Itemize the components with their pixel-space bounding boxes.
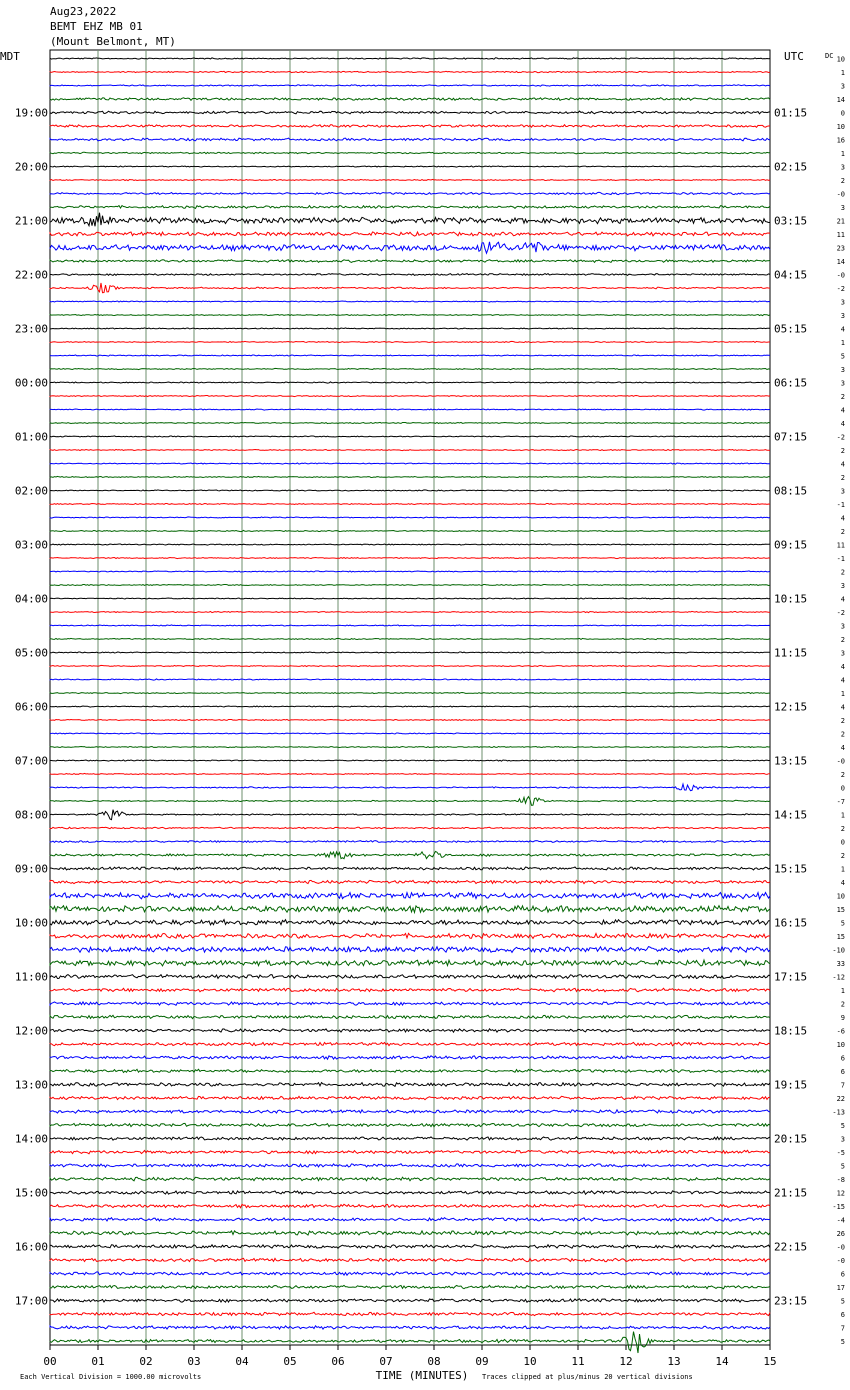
seismic-trace	[50, 760, 770, 761]
seismic-trace	[50, 396, 770, 397]
seismic-trace	[50, 988, 770, 992]
seismic-trace	[50, 1137, 770, 1140]
dc-offset-value: 2	[840, 771, 845, 779]
seismic-trace	[50, 449, 770, 450]
seismic-trace	[50, 1299, 770, 1302]
dc-offset-value: 2	[840, 568, 845, 577]
seismic-trace	[50, 192, 770, 194]
dc-offset-value: 4	[840, 595, 845, 604]
seismic-trace	[50, 206, 770, 209]
seismic-trace	[50, 1096, 770, 1099]
left-time-label: 09:00	[14, 862, 48, 876]
seismic-trace	[50, 98, 770, 101]
dc-offset-value: 6	[840, 1311, 845, 1319]
seismic-trace	[50, 274, 770, 276]
left-time-label: 21:00	[14, 214, 48, 228]
x-tick-label: 02	[139, 1355, 153, 1368]
dc-offset-value: -12	[832, 973, 845, 982]
left-time-label: 00:00	[14, 376, 48, 390]
seismic-trace	[50, 1029, 770, 1032]
dc-offset-value: 0	[840, 784, 845, 793]
dc-offset-value: 4	[840, 676, 845, 685]
dc-offset-value: 5	[840, 1297, 845, 1306]
dc-offset-value: 3	[840, 163, 845, 172]
seismic-trace	[50, 328, 770, 329]
left-time-label: 05:00	[14, 646, 48, 660]
dc-offset-value: -15	[832, 1203, 845, 1211]
seismic-trace	[50, 841, 770, 843]
seismic-trace	[50, 571, 770, 572]
left-time-label: 06:00	[14, 700, 48, 714]
right-time-label: 23:15	[774, 1294, 808, 1308]
seismic-trace	[50, 152, 770, 154]
seismic-trace	[50, 1164, 770, 1167]
seismic-trace	[50, 1056, 770, 1059]
left-time-label: 01:00	[14, 430, 48, 444]
dc-offset-value: -0	[836, 271, 845, 280]
seismic-trace	[50, 409, 770, 410]
seismic-trace	[50, 1272, 770, 1275]
seismic-trace	[50, 867, 770, 870]
seismic-trace	[50, 232, 770, 236]
dc-offset-value: 3	[840, 82, 845, 91]
left-time-label: 23:00	[14, 322, 48, 336]
left-time-label: 07:00	[14, 754, 48, 768]
dc-offset-value: 7	[840, 1081, 845, 1090]
seismic-trace	[50, 463, 770, 464]
dc-offset-value: 22	[836, 1095, 845, 1103]
seismic-trace	[50, 880, 770, 883]
x-tick-label: 11	[571, 1355, 585, 1368]
dc-offset-value: 6	[840, 1270, 845, 1279]
seismic-trace	[50, 213, 770, 227]
dc-offset-value: 5	[840, 1162, 845, 1171]
dc-offset-value: -10	[832, 946, 845, 955]
seismic-trace	[50, 1204, 770, 1207]
dc-offset-value: 6	[840, 1054, 845, 1063]
dc-offset-value: 4	[840, 744, 845, 752]
dc-offset-value: 1	[840, 339, 845, 347]
dc-offset-value: -0	[836, 1243, 845, 1252]
right-time-label: 18:15	[774, 1024, 808, 1038]
dc-offset-value: 3	[840, 204, 845, 212]
seismic-trace	[50, 706, 770, 707]
dc-offset-value: 4	[840, 420, 845, 428]
dc-offset-value: 23	[836, 244, 845, 253]
x-axis-title: TIME (MINUTES)	[375, 1369, 469, 1382]
right-time-label: 14:15	[774, 808, 808, 822]
chart-title-station: BEMT EHZ MB 01	[50, 20, 143, 33]
seismic-trace	[50, 242, 770, 253]
dc-offset-value: 4	[840, 703, 845, 712]
seismic-trace	[50, 625, 770, 626]
right-time-label: 22:15	[774, 1240, 808, 1254]
dc-offset-value: 33	[836, 960, 845, 968]
dc-offset-value: 1	[840, 987, 845, 995]
dc-offset-value: 2	[840, 474, 845, 482]
seismic-trace	[50, 111, 770, 114]
seismic-trace	[50, 1326, 770, 1329]
x-tick-label: 13	[667, 1355, 681, 1368]
dc-offset-value: -13	[832, 1108, 845, 1117]
seismic-trace	[50, 260, 770, 263]
seismic-trace	[50, 1042, 770, 1045]
seismic-trace	[50, 611, 770, 612]
seismic-trace	[50, 665, 770, 666]
x-tick-label: 00	[43, 1355, 57, 1368]
seismic-trace	[50, 975, 770, 979]
dc-offset-value: 0	[840, 838, 845, 847]
right-time-label: 19:15	[774, 1078, 808, 1092]
x-tick-label: 14	[715, 1355, 729, 1368]
dc-offset-value: 2	[840, 636, 845, 644]
seismic-trace	[50, 85, 770, 86]
dc-offset-value: 5	[840, 352, 845, 361]
seismic-trace	[50, 517, 770, 518]
seismic-trace	[50, 315, 770, 316]
left-time-label: 03:00	[14, 538, 48, 552]
right-time-label: 07:15	[774, 430, 808, 444]
right-time-label: 15:15	[774, 862, 808, 876]
right-time-label: 21:15	[774, 1186, 808, 1200]
dc-offset-value: 12	[836, 1189, 845, 1198]
dc-offset-value: 15	[836, 933, 845, 941]
left-time-label: 11:00	[14, 970, 48, 984]
x-tick-label: 03	[187, 1355, 201, 1368]
left-time-label: 17:00	[14, 1294, 48, 1308]
dc-offset-value: -2	[836, 285, 845, 293]
right-time-label: 13:15	[774, 754, 808, 768]
footer-scale-note: Each Vertical Division = 1000.00 microvolts	[20, 1373, 202, 1381]
seismic-trace	[50, 652, 770, 653]
seismic-trace	[50, 422, 770, 423]
dc-offset-value: -1	[836, 501, 845, 509]
seismic-trace	[50, 1150, 770, 1154]
dc-offset-value: 14	[836, 258, 845, 266]
seismic-trace	[50, 476, 770, 477]
dc-offset-value: 4	[840, 406, 845, 415]
dc-offset-value: 2	[840, 393, 845, 401]
dc-offset-value: 16	[836, 136, 845, 145]
dc-offset-value: 2	[840, 447, 845, 455]
seismic-trace	[50, 1231, 770, 1235]
dc-offset-value: -0	[836, 757, 845, 766]
seismic-trace	[50, 810, 770, 820]
seismic-trace	[50, 851, 770, 858]
dc-offset-value: 2	[840, 1000, 845, 1009]
x-tick-label: 09	[475, 1355, 489, 1368]
seismic-trace	[50, 179, 770, 180]
left-time-label: 12:00	[14, 1024, 48, 1038]
dc-offset-value: 4	[840, 460, 845, 469]
x-tick-label: 05	[283, 1355, 297, 1368]
dc-offset-value: 2	[840, 177, 845, 185]
dc-offset-value: 5	[840, 919, 845, 928]
dc-offset-value: 14	[836, 96, 845, 104]
dc-offset-value: 3	[840, 379, 845, 388]
seismic-trace	[50, 1015, 770, 1018]
dc-offset-value: 4	[840, 663, 845, 671]
dc-offset-value: 10	[836, 892, 845, 901]
dc-offset-value: 4	[840, 514, 845, 523]
right-time-label: 12:15	[774, 700, 808, 714]
seismic-trace	[50, 598, 770, 599]
left-axis-label: MDT	[0, 50, 20, 63]
dc-header-label: DC	[825, 52, 834, 60]
x-tick-label: 10	[523, 1355, 537, 1368]
seismic-trace	[50, 382, 770, 383]
seismic-trace	[50, 1177, 770, 1181]
dc-offset-value: 10	[836, 1041, 845, 1049]
right-time-label: 11:15	[774, 646, 808, 660]
right-time-label: 08:15	[774, 484, 808, 498]
dc-offset-value: 1	[840, 865, 845, 874]
seismic-trace	[50, 1069, 770, 1072]
seismic-trace	[50, 1245, 770, 1249]
dc-offset-value: 7	[840, 1324, 845, 1333]
dc-offset-value: 5	[840, 1338, 845, 1346]
seismic-trace	[50, 544, 770, 545]
seismic-trace	[50, 920, 770, 925]
left-time-label: 04:00	[14, 592, 48, 606]
left-time-label: 10:00	[14, 916, 48, 930]
chart-title-location: (Mount Belmont, MT)	[50, 35, 176, 48]
x-tick-label: 04	[235, 1355, 249, 1368]
dc-offset-value: -0	[836, 190, 845, 199]
right-time-label: 17:15	[774, 970, 808, 984]
dc-offset-value: 2	[840, 730, 845, 739]
dc-offset-value: 3	[840, 622, 845, 631]
seismic-trace	[50, 906, 770, 913]
dc-offset-value: 6	[840, 1068, 845, 1076]
seismic-trace	[50, 960, 770, 966]
x-tick-label: 06	[331, 1355, 345, 1368]
right-time-label: 16:15	[774, 916, 808, 930]
footer-clip-note: Traces clipped at plus/minus 20 vertical divisions	[482, 1373, 693, 1381]
dc-offset-value: 21	[836, 217, 845, 226]
seismic-trace	[50, 368, 770, 369]
seismic-trace	[50, 530, 770, 531]
seismic-trace	[50, 355, 770, 356]
right-time-label: 02:15	[774, 160, 808, 174]
seismic-trace	[50, 1083, 770, 1087]
seismic-trace	[50, 827, 770, 829]
x-tick-label: 15	[763, 1355, 777, 1368]
dc-offset-value: 3	[840, 298, 845, 307]
seismic-trace	[50, 503, 770, 504]
dc-offset-value: 10	[836, 55, 845, 64]
seismic-trace	[50, 933, 770, 938]
dc-offset-value: 26	[836, 1230, 845, 1238]
seismic-trace	[50, 747, 770, 748]
seismic-trace	[50, 638, 770, 639]
seismic-trace	[50, 947, 770, 953]
left-time-label: 20:00	[14, 160, 48, 174]
seismic-trace	[50, 1191, 770, 1194]
dc-offset-value: 0	[840, 109, 845, 118]
seismic-trace	[50, 679, 770, 680]
dc-offset-value: 9	[840, 1014, 845, 1022]
seismic-trace	[50, 341, 770, 342]
seismic-trace	[50, 490, 770, 491]
dc-offset-value: 1	[840, 150, 845, 158]
left-time-label: 13:00	[14, 1078, 48, 1092]
dc-offset-value: 2	[840, 528, 845, 536]
dc-offset-value: 3	[840, 582, 845, 590]
dc-offset-value: -6	[836, 1027, 845, 1036]
seismic-trace	[50, 733, 770, 734]
dc-offset-value: 10	[836, 123, 845, 131]
seismic-trace	[50, 1312, 770, 1315]
dc-offset-value: 3	[840, 649, 845, 658]
dc-offset-value: -0	[836, 1257, 845, 1265]
seismic-trace	[50, 1285, 770, 1288]
dc-offset-value: 4	[840, 325, 845, 334]
left-time-label: 22:00	[14, 268, 48, 282]
right-time-label: 04:15	[774, 268, 808, 282]
dc-offset-value: 2	[840, 852, 845, 860]
right-time-label: 03:15	[774, 214, 808, 228]
seismic-trace	[50, 125, 770, 128]
x-tick-label: 12	[619, 1355, 633, 1368]
right-time-label: 06:15	[774, 376, 808, 390]
right-time-label: 09:15	[774, 538, 808, 552]
dc-offset-value: -4	[836, 1216, 845, 1225]
seismic-trace	[50, 893, 770, 899]
dc-offset-value: 1	[840, 811, 845, 820]
dc-offset-value: 11	[836, 541, 845, 550]
chart-title-date: Aug23,2022	[50, 5, 117, 18]
left-time-label: 15:00	[14, 1186, 48, 1200]
seismic-trace	[50, 558, 770, 559]
dc-offset-value: -2	[836, 609, 845, 617]
dc-offset-value: 3	[840, 312, 845, 320]
dc-offset-value: 4	[840, 879, 845, 887]
seismic-trace	[50, 1002, 770, 1006]
dc-offset-value: -2	[836, 433, 845, 442]
dc-offset-value: 17	[836, 1284, 845, 1292]
seismic-trace	[50, 301, 770, 302]
left-time-label: 14:00	[14, 1132, 48, 1146]
x-tick-label: 01	[91, 1355, 105, 1368]
dc-offset-value: 3	[840, 366, 845, 374]
left-time-label: 19:00	[14, 106, 48, 120]
seismic-trace	[50, 1258, 770, 1261]
right-time-label: 20:15	[774, 1132, 808, 1146]
dc-offset-value: 2	[840, 825, 845, 833]
left-time-label: 16:00	[14, 1240, 48, 1254]
seismic-trace	[50, 71, 770, 72]
right-time-label: 05:15	[774, 322, 808, 336]
seismic-trace	[50, 436, 770, 437]
dc-offset-value: -8	[836, 1176, 845, 1184]
dc-offset-value: 3	[840, 487, 845, 496]
dc-offset-value: 3	[840, 1135, 845, 1144]
seismic-trace	[50, 773, 770, 774]
dc-offset-value: -7	[836, 798, 845, 806]
left-time-label: 02:00	[14, 484, 48, 498]
seismic-trace	[50, 693, 770, 694]
dc-offset-value: 11	[836, 231, 845, 239]
dc-offset-value: 15	[836, 906, 845, 914]
seismic-trace	[50, 283, 770, 293]
seismic-trace	[50, 1218, 770, 1222]
dc-offset-value: 2	[840, 717, 845, 725]
seismic-trace	[50, 784, 770, 791]
dc-offset-value: 1	[840, 690, 845, 698]
x-tick-label: 08	[427, 1355, 441, 1368]
right-axis-label: UTC	[784, 50, 804, 63]
seismic-trace	[50, 58, 770, 59]
left-time-label: 08:00	[14, 808, 48, 822]
seismic-trace	[50, 584, 770, 585]
seismic-trace	[50, 138, 770, 141]
seismic-trace	[50, 166, 770, 167]
dc-offset-value: 1	[840, 69, 845, 77]
seismic-trace	[50, 797, 770, 806]
seismic-trace	[50, 1123, 770, 1126]
dc-offset-value: -5	[836, 1149, 845, 1157]
seismic-trace	[50, 1110, 770, 1113]
x-tick-label: 07	[379, 1355, 393, 1368]
right-time-label: 01:15	[774, 106, 808, 120]
right-time-label: 10:15	[774, 592, 808, 606]
seismic-trace	[50, 1332, 770, 1353]
dc-offset-value: -1	[836, 555, 845, 563]
dc-offset-value: 5	[840, 1122, 845, 1130]
seismic-trace	[50, 719, 770, 720]
